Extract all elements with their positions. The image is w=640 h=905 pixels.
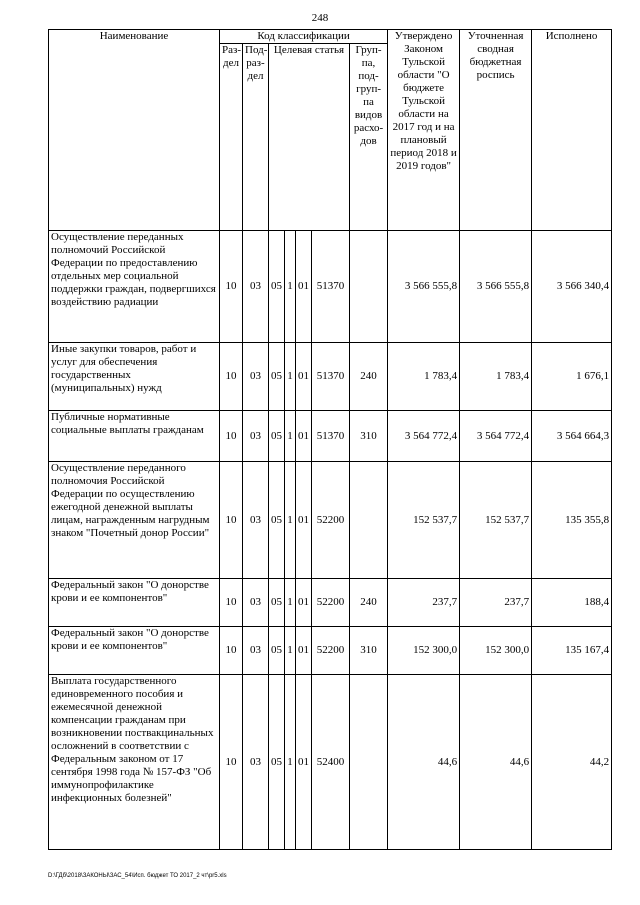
header-code: Код классификации: [220, 30, 388, 44]
table-row: [49, 343, 612, 411]
row-target-program: 05: [269, 343, 285, 411]
row-name: Выплата государственного единовременного пособия и ежемесячной денежной компенсации гражданам при возникновении поствакцинальных осложнений в соответствии с Федеральным законом от 17 сентября 1998 года № 157-ФЗ "Об иммунопрофилактике инфекционных болезней": [49, 675, 220, 850]
row-target-event: 01: [296, 411, 312, 462]
file-path-footer: D:\ГДб\2018\ЗАКОНЫ\ЗАС_54\Исп. бюджет ТО 2017_2 чт\pr5.xls: [48, 873, 227, 879]
table-body: [49, 231, 612, 850]
page-number: 248: [311, 12, 329, 24]
row-target-subprogram: 1: [285, 462, 296, 579]
row-target-program: 05: [269, 675, 285, 850]
row-target-event: 01: [296, 462, 312, 579]
row-target-event: 01: [296, 343, 312, 411]
header-executed: Исполнено: [532, 30, 612, 231]
row-target-direction: 51370: [312, 231, 350, 343]
row-podrazdel: 03: [243, 231, 269, 343]
row-target-subprogram: 1: [285, 231, 296, 343]
row-group: 240: [350, 579, 388, 627]
row-razdel: 10: [220, 675, 243, 850]
row-razdel: 10: [220, 343, 243, 411]
row-name: Осуществление переданного полномочия Российской Федерации по осуществлению ежегодной денежной выплаты лицам, награжденным нагрудным знаком "Почетный донор России": [49, 462, 220, 579]
row-target-direction: 51370: [312, 343, 350, 411]
row-group: 310: [350, 627, 388, 675]
row-target-direction: 52400: [312, 675, 350, 850]
row-razdel: 10: [220, 579, 243, 627]
row-target-program: 05: [269, 231, 285, 343]
row-podrazdel: 03: [243, 343, 269, 411]
row-group: [350, 462, 388, 579]
row-executed: 135 167,4: [532, 627, 612, 675]
header-refined: Уточненная сводная бюджетная роспись: [460, 30, 532, 231]
row-razdel: 10: [220, 627, 243, 675]
row-razdel: 10: [220, 411, 243, 462]
row-group: 240: [350, 343, 388, 411]
row-name: Федеральный закон "О донорстве крови и ее компонентов": [49, 627, 220, 675]
row-target-subprogram: 1: [285, 627, 296, 675]
table-row: [49, 462, 612, 579]
row-target-direction: 51370: [312, 411, 350, 462]
row-target-program: 05: [269, 462, 285, 579]
row-target-direction: 52200: [312, 627, 350, 675]
table-row: [49, 231, 612, 343]
table-row: [49, 627, 612, 675]
row-refined: 44,6: [460, 675, 532, 850]
row-target-event: 01: [296, 579, 312, 627]
row-group: 310: [350, 411, 388, 462]
row-target-direction: 52200: [312, 579, 350, 627]
row-refined: 152 300,0: [460, 627, 532, 675]
row-executed: 188,4: [532, 579, 612, 627]
header-podrazdel: Под-раз-дел: [243, 44, 269, 231]
row-name: Федеральный закон "О донорстве крови и ее компонентов": [49, 579, 220, 627]
header-razdel: Раз-дел: [220, 44, 243, 231]
header-name: Наименование: [49, 30, 220, 231]
row-podrazdel: 03: [243, 675, 269, 850]
row-approved: 152 300,0: [388, 627, 460, 675]
row-podrazdel: 03: [243, 627, 269, 675]
row-approved: 152 537,7: [388, 462, 460, 579]
budget-table: [48, 29, 612, 850]
row-target-subprogram: 1: [285, 579, 296, 627]
row-target-program: 05: [269, 411, 285, 462]
header-group: Груп-па, под-груп-па видов расхо-дов: [350, 44, 388, 231]
row-approved: 3 566 555,8: [388, 231, 460, 343]
row-approved: 44,6: [388, 675, 460, 850]
table-row: [49, 411, 612, 462]
header-approved: Утверждено Законом Тульской области "О бюджете Тульской области на 2017 год и на плановый период 2018 и 2019 годов": [388, 30, 460, 231]
row-target-program: 05: [269, 579, 285, 627]
row-razdel: 10: [220, 231, 243, 343]
row-target-program: 05: [269, 627, 285, 675]
row-name: Осуществление переданных полномочий Российской Федерации по предоставлению отдельных мер социальной поддержки граждан, подвергшихся воздействию радиации: [49, 231, 220, 343]
row-name: Иные закупки товаров, работ и услуг для обеспечения государственных (муниципальных) нужд: [49, 343, 220, 411]
row-executed: 3 564 664,3: [532, 411, 612, 462]
row-executed: 135 355,8: [532, 462, 612, 579]
row-refined: 3 566 555,8: [460, 231, 532, 343]
row-executed: 1 676,1: [532, 343, 612, 411]
row-refined: 237,7: [460, 579, 532, 627]
row-refined: 1 783,4: [460, 343, 532, 411]
row-group: [350, 675, 388, 850]
row-target-subprogram: 1: [285, 411, 296, 462]
row-group: [350, 231, 388, 343]
row-executed: 3 566 340,4: [532, 231, 612, 343]
row-target-event: 01: [296, 675, 312, 850]
row-refined: 3 564 772,4: [460, 411, 532, 462]
row-target-event: 01: [296, 231, 312, 343]
table-row: [49, 579, 612, 627]
table-row: [49, 675, 612, 850]
row-refined: 152 537,7: [460, 462, 532, 579]
row-podrazdel: 03: [243, 462, 269, 579]
row-razdel: 10: [220, 462, 243, 579]
row-target-subprogram: 1: [285, 675, 296, 850]
row-approved: 237,7: [388, 579, 460, 627]
row-approved: 1 783,4: [388, 343, 460, 411]
row-name: Публичные нормативные социальные выплаты гражданам: [49, 411, 220, 462]
header-target: Целевая статья: [269, 44, 350, 231]
row-target-event: 01: [296, 627, 312, 675]
row-podrazdel: 03: [243, 411, 269, 462]
row-approved: 3 564 772,4: [388, 411, 460, 462]
row-executed: 44,2: [532, 675, 612, 850]
row-podrazdel: 03: [243, 579, 269, 627]
row-target-direction: 52200: [312, 462, 350, 579]
row-target-subprogram: 1: [285, 343, 296, 411]
